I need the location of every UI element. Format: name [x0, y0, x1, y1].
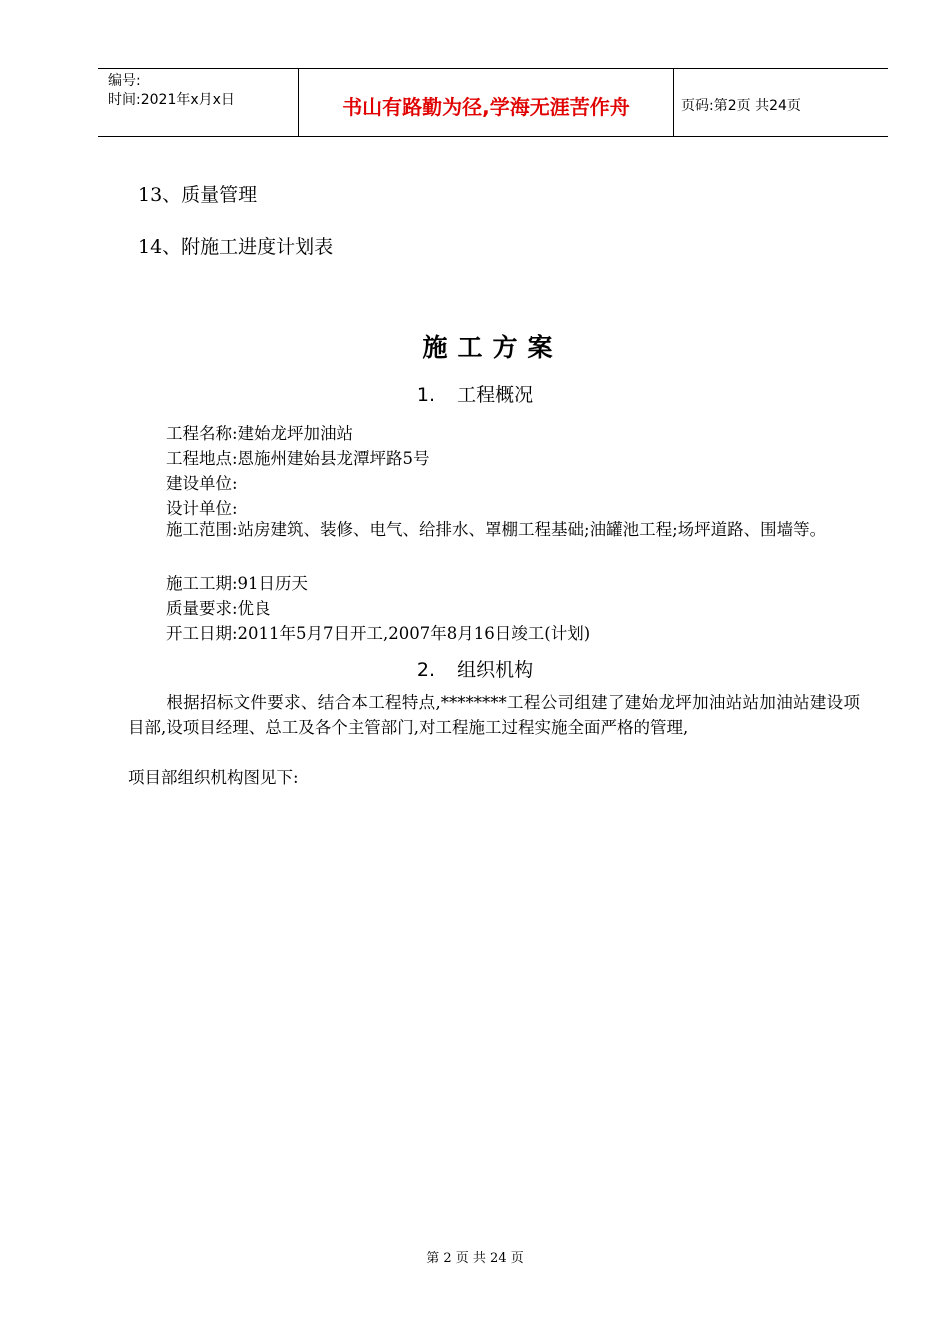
header-motto: 书山有路勤为径,学海无涯苦作舟	[342, 95, 630, 119]
toc-item-14: 14、附施工进度计划表	[138, 236, 334, 258]
quality-line: 质量要求:优良	[166, 599, 271, 618]
section-heading-1	[0, 380, 950, 407]
design-unit-line: 设计单位:	[166, 499, 238, 518]
document-time-label: 时间:2021年x月x日	[108, 92, 235, 108]
page-footer: 第 2 页 共 24 页	[426, 1251, 524, 1266]
section-number: 2.	[416, 659, 436, 681]
header-meta-cell	[98, 69, 298, 136]
construction-unit-line: 建设单位:	[166, 474, 238, 493]
section-title: 组织机构	[457, 659, 534, 681]
page-header	[98, 68, 888, 137]
section-number: 1.	[416, 384, 436, 406]
toc-item-13: 13、质量管理	[138, 184, 258, 206]
duration-line: 施工工期:91日历天	[166, 574, 309, 593]
start-date-line: 开工日期:2011年5月7日开工,2007年8月16日竣工(计划)	[166, 624, 591, 643]
document-code-label: 编号:	[108, 73, 141, 89]
section-heading-2	[0, 655, 950, 682]
org-paragraph	[128, 690, 860, 740]
document-title: 施工方案	[422, 333, 563, 362]
scope-text: 施工范围:站房建筑、装修、电气、给排水、罩棚工程基础;油罐池工程;场坪道路、围墙等。	[166, 520, 827, 539]
header-page-cell	[673, 69, 888, 136]
org-chart-caption: 项目部组织机构图见下:	[128, 768, 299, 787]
project-name-line: 工程名称:建始龙坪加油站	[166, 424, 354, 443]
section-title: 工程概况	[457, 384, 534, 406]
header-page-info: 页码:第2页 共24页	[681, 98, 801, 114]
org-paragraph-text: 根据招标文件要求、结合本工程特点,********工程公司组建了建始龙坪加油站站加油站建设项目部,设项目经理、总工及各个主管部门,对工程施工过程实施全面严格的管理,	[128, 693, 860, 737]
project-location-line: 工程地点:恩施州建始县龙潭坪路5号	[166, 449, 430, 468]
header-motto-cell	[298, 69, 674, 136]
scope-paragraph	[128, 517, 860, 542]
